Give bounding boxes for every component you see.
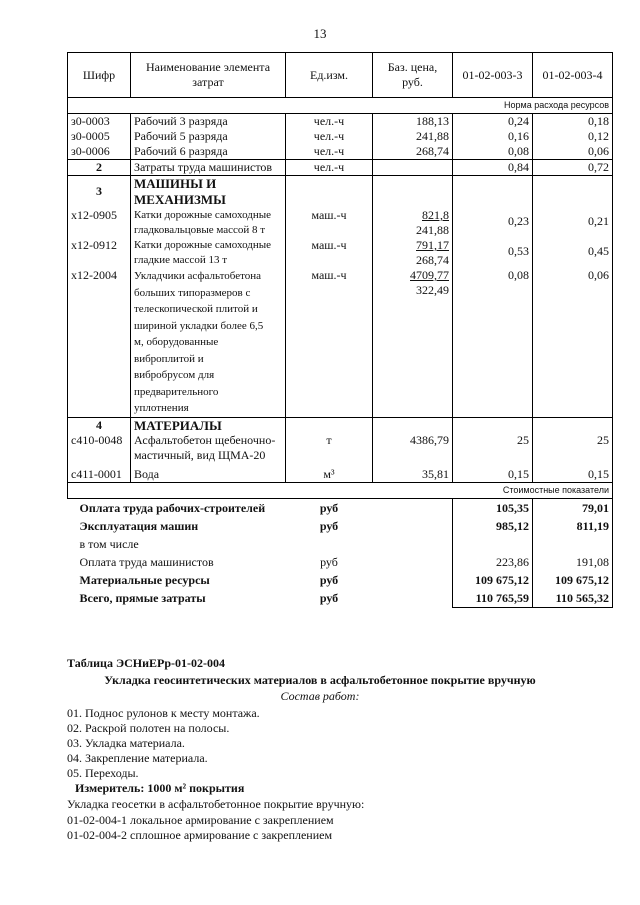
cost-name: Материальные ресурсы <box>79 572 210 587</box>
page-number: 13 <box>313 26 327 41</box>
cost-v4: 811,19 <box>533 517 613 535</box>
material-v3: 0,15 <box>453 463 533 483</box>
material-name-line: Вода <box>134 466 160 481</box>
empty-cell <box>533 176 613 209</box>
machine-name-line: телескопической плитой и <box>134 303 258 315</box>
machine-row <box>68 268 613 417</box>
cost-v4: 109 675,12 <box>533 571 613 589</box>
cost-unit: руб <box>320 554 338 569</box>
empty-cell <box>373 517 453 535</box>
operators-unit: чел.-ч <box>286 160 373 176</box>
cost-v4: 110 565,32 <box>533 589 613 608</box>
machine-unit: маш.-ч <box>286 268 373 417</box>
worker-unit: чел.-ч <box>286 144 373 160</box>
header-code: Шифр <box>68 53 131 98</box>
cost-name: Эксплуатация машин <box>79 518 199 533</box>
worker-unit: чел.-ч <box>286 129 373 144</box>
norm-label: Норма расхода ресурсов <box>68 98 613 114</box>
cost-v4 <box>533 535 613 553</box>
measure-desc: Укладка геосетки в асфальтобетонное покрытие вручную: <box>67 797 365 811</box>
worker-code: з0-0005 <box>68 129 131 144</box>
header-variant-3: 01-02-003-3 <box>453 53 533 98</box>
cost-row <box>68 571 613 589</box>
norm-label-row <box>68 98 613 114</box>
worker-price: 241,88 <box>373 129 453 144</box>
cost-row <box>68 553 613 571</box>
cost-v3: 223,86 <box>453 553 533 571</box>
cost-unit: руб <box>319 500 339 515</box>
table-label: Таблица ЭСНиЕРр-01-02-004 <box>67 656 226 670</box>
cost-label-row <box>68 482 613 498</box>
machine-name-line: уплотнения <box>134 402 189 414</box>
machine-price <box>373 208 453 238</box>
cost-v4: 191,08 <box>533 553 613 571</box>
measure-label: Измеритель: 1000 м² покрытия <box>75 781 245 795</box>
worker-name: Рабочий 5 разряда <box>131 129 286 144</box>
machine-name-line: гладкие массой 13 т <box>134 254 228 266</box>
operators-row <box>68 160 613 176</box>
worker-price: 188,13 <box>373 114 453 130</box>
material-v4: 0,15 <box>533 463 613 483</box>
header-price: Баз. цена, руб. <box>373 53 453 98</box>
machine-name-line: предварительного <box>134 385 219 398</box>
work-step: 01. Поднос рулонов к месту монтажа. <box>67 706 260 720</box>
machine-v4: 0,06 <box>533 268 613 417</box>
material-name <box>131 417 286 463</box>
materials-header-name: МАТЕРИАЛЫ <box>134 417 222 433</box>
worker-name: Рабочий 3 разряда <box>131 114 286 130</box>
material-name-line: мастичный, вид ЩМА-20 <box>134 447 266 462</box>
machine-name-line: гладковальцовые массой 8 т <box>134 224 266 236</box>
cost-row <box>68 498 613 517</box>
machine-price-main: 4709,77 <box>410 268 449 282</box>
machines-header-name <box>131 176 286 209</box>
machine-name <box>131 208 286 238</box>
table-item: 01-02-004-2 сплошное армирование с закреплением <box>67 828 333 842</box>
machine-code: х12-0912 <box>68 238 131 268</box>
header-unit: Ед.изм. <box>286 53 373 98</box>
machine-row <box>68 208 613 238</box>
machine-name-line: Катки дорожные самоходные <box>134 239 272 251</box>
table-item: 01-02-004-1 локальное армирование с закреплением <box>67 813 334 827</box>
empty-cell <box>373 553 453 571</box>
worker-name: Рабочий 6 разряда <box>131 144 286 160</box>
machine-price-main: 791,17 <box>416 238 449 252</box>
machine-price-salary: 268,74 <box>416 253 449 267</box>
cost-v3: 110 765,59 <box>453 589 533 608</box>
worker-v3: 0,24 <box>453 114 533 130</box>
cost-name: Всего, прямые затраты <box>79 590 206 605</box>
cost-name: в том числе <box>79 536 139 551</box>
material-row <box>68 417 613 463</box>
cost-v3: 109 675,12 <box>453 571 533 589</box>
empty-cell <box>286 176 373 209</box>
worker-v4: 0,06 <box>533 144 613 160</box>
cost-v3: 105,35 <box>453 498 533 517</box>
worker-v3: 0,08 <box>453 144 533 160</box>
machine-v4: 0,45 <box>533 238 613 268</box>
machines-header-row <box>68 176 613 209</box>
machine-price <box>373 268 453 417</box>
cost-unit: руб <box>319 518 339 533</box>
material-v3: 25 <box>453 417 533 463</box>
operators-code: 2 <box>68 160 131 176</box>
operators-name: Затраты труда машинистов <box>131 160 286 176</box>
work-step: 04. Закрепление материала. <box>67 751 208 765</box>
machine-v3: 0,23 <box>453 208 533 238</box>
material-unit: т <box>286 417 373 463</box>
cost-row <box>68 517 613 535</box>
machine-unit: маш.-ч <box>286 208 373 238</box>
worker-unit: чел.-ч <box>286 114 373 130</box>
worker-row <box>68 129 613 144</box>
empty-cell <box>373 589 453 608</box>
machine-price-salary: 241,88 <box>416 223 449 237</box>
header-name: Наименование элемента затрат <box>131 53 286 98</box>
material-price: 4386,79 <box>373 417 453 463</box>
cost-v3 <box>453 535 533 553</box>
material-code-value: с411-0001 <box>71 466 122 481</box>
machine-row <box>68 238 613 268</box>
cost-unit: руб <box>319 590 339 605</box>
machines-header-line: МАШИНЫ И <box>134 176 217 191</box>
machine-v3: 0,08 <box>453 268 533 417</box>
machines-header-line: МЕХАНИЗМЫ <box>134 192 226 207</box>
cost-v4: 79,01 <box>533 498 613 517</box>
material-price: 35,81 <box>373 463 453 483</box>
table-header-row <box>68 53 613 98</box>
worker-price: 268,74 <box>373 144 453 160</box>
machine-name-line: больших типоразмеров с <box>134 286 251 299</box>
header-variant-4: 01-02-003-4 <box>533 53 613 98</box>
material-v4: 25 <box>533 417 613 463</box>
operators-v4: 0,72 <box>533 160 613 176</box>
worker-code: з0-0006 <box>68 144 131 160</box>
empty-cell <box>373 498 453 517</box>
work-step: 05. Переходы. <box>67 766 139 780</box>
work-step: 02. Раскрой полотен на полосы. <box>67 721 230 735</box>
material-name <box>131 463 286 483</box>
cost-row <box>68 535 613 553</box>
cost-label: Стоимостные показатели <box>68 482 613 498</box>
machine-name-line: Укладчики асфальтобетона <box>134 270 262 282</box>
worker-v3: 0,16 <box>453 129 533 144</box>
empty-cell <box>453 176 533 209</box>
cost-name: Оплата труда рабочих-строителей <box>79 500 266 515</box>
machine-v4: 0,21 <box>533 208 613 238</box>
worker-v4: 0,12 <box>533 129 613 144</box>
empty-cell <box>373 176 453 209</box>
cost-unit: руб <box>319 572 339 587</box>
machine-code: х12-2004 <box>68 268 131 417</box>
machine-name-line: вибробрусом для <box>134 369 215 381</box>
machine-price <box>373 238 453 268</box>
worker-code: з0-0003 <box>68 114 131 130</box>
worker-v4: 0,18 <box>533 114 613 130</box>
machine-v3: 0,53 <box>453 238 533 268</box>
cost-row <box>68 589 613 608</box>
machine-name-line: виброплитой и <box>134 352 204 365</box>
machine-name-line: шириной укладки более 6,5 <box>134 319 264 332</box>
machine-price-main: 821,8 <box>422 208 449 222</box>
work-step: 03. Укладка материала. <box>67 736 185 750</box>
machine-code: х12-0905 <box>68 208 131 238</box>
operators-v3: 0,84 <box>453 160 533 176</box>
resource-table <box>67 52 613 608</box>
machine-name <box>131 268 286 417</box>
material-unit: м³ <box>286 463 373 483</box>
materials-header-code: 4 <box>96 417 102 432</box>
worker-row <box>68 144 613 160</box>
empty-cell <box>373 535 453 553</box>
cost-name: Оплата труда машинистов <box>79 554 214 569</box>
material-code <box>68 463 131 483</box>
machine-unit: маш.-ч <box>286 238 373 268</box>
empty-cell <box>373 571 453 589</box>
cost-unit <box>286 535 373 553</box>
machine-name-line: Катки дорожные самоходные <box>134 209 272 221</box>
section-title: Укладка геосинтетических материалов в асфальтобетонное покрытие вручную <box>104 673 536 687</box>
material-name-line: Асфальтобетон щебеночно- <box>134 432 276 447</box>
machine-name <box>131 238 286 268</box>
section-subtitle: Состав работ: <box>280 689 360 703</box>
material-code <box>68 417 131 463</box>
material-code-value: с410-0048 <box>71 432 123 447</box>
machine-name-line: м, оборудованные <box>134 336 219 348</box>
machines-header-code: 3 <box>68 176 131 209</box>
material-row <box>68 463 613 483</box>
worker-row <box>68 114 613 130</box>
cost-v3: 985,12 <box>453 517 533 535</box>
machine-price-salary: 322,49 <box>416 283 449 297</box>
